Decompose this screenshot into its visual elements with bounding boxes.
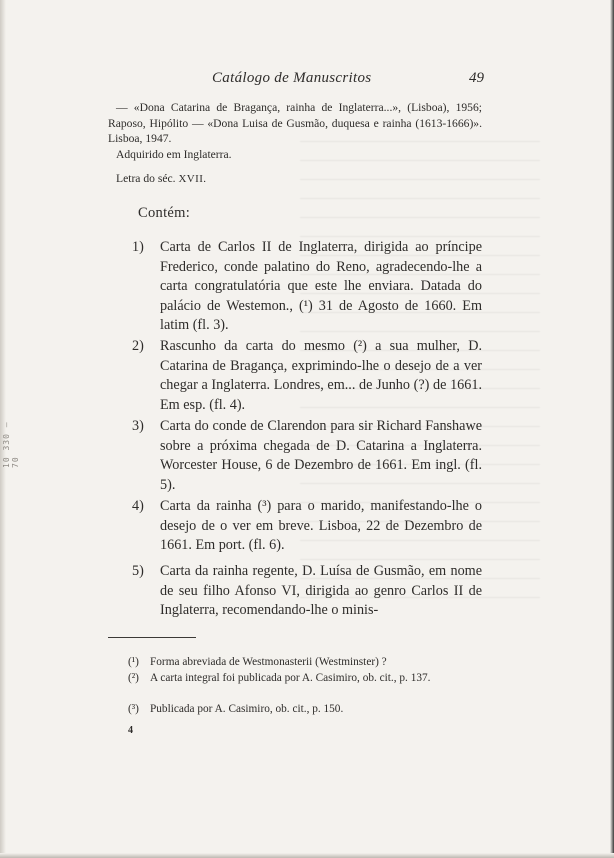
signature-mark: 4	[128, 725, 133, 736]
footnote	[108, 655, 482, 670]
item-text: Carta do conde de Clarendon para sir Richard Fanshawe sobre a próxima chegada de D. Catarina a Inglaterra. Worcester House, 6 de Dezembro de 1661. Em ingl. (fl. 5).	[160, 418, 482, 493]
letter-date-century: XVII.	[178, 173, 207, 185]
footnote-mark: (¹)	[128, 656, 139, 668]
footnote-mark: (²)	[128, 672, 139, 684]
item-number: 2)	[132, 338, 144, 354]
page-number: 49	[469, 70, 484, 86]
item-text: Carta de Carlos II de Inglaterra, dirigida ao príncipe Frederico, conde palatino do Reno, agradecendo-lhe a carta congratulatória que este lhe enviara. Datada do palácio de Westemon., (¹) 31 de Agosto de 1660. Em latim (fl. 3).	[160, 239, 482, 334]
running-header	[108, 70, 484, 90]
references-paragraph: — «Dona Catarina de Bragança, rainha de Inglaterra...», (Lisboa), 1956; Raposo, Hipólito — «Dona Luisa de Gusmão, duquesa e rainha (1613-1666)». Lisboa, 1947.	[108, 101, 482, 145]
footnote	[108, 671, 482, 686]
contents-heading: Contém:	[138, 205, 191, 221]
page-shadow-bottom	[0, 853, 614, 858]
item-number: 5)	[132, 563, 144, 579]
acquisition-note: Adquirido em Inglaterra.	[116, 148, 232, 161]
footnote-separator	[108, 637, 196, 638]
letter-date	[108, 171, 490, 188]
item-number: 1)	[132, 239, 144, 255]
footnote	[108, 702, 482, 717]
list-item	[108, 238, 482, 336]
list-item	[108, 337, 482, 415]
list-item	[108, 497, 482, 556]
footnote-text: Publicada por A. Casimiro, ob. cit., p. 150.	[150, 703, 344, 715]
item-number: 3)	[132, 418, 144, 434]
footnote-text: Forma abreviada de Westmonasterii (Westminster) ?	[150, 656, 387, 668]
footnote-mark: (³)	[128, 703, 139, 715]
letter-date-prefix: Letra do séc.	[116, 172, 179, 185]
item-text: Rascunho da carta do mesmo (²) a sua mulher, D. Catarina de Bragança, exprimindo-lhe o desejo de a ver chegar a Inglaterra. Londres, em... de Junho (?) de 1661. Em esp. (fl. 4).	[160, 338, 482, 413]
item-number: 4)	[132, 498, 144, 514]
item-text: Carta da rainha regente, D. Luísa de Gusmão, em nome de seu filho Afonso VI, dirigida ao genro Carlos II de Inglaterra, recomendando-lhe o minis-	[160, 563, 482, 619]
list-item	[108, 417, 482, 495]
footnote-text: A carta integral foi publicada por A. Casimiro, ob. cit., p. 137.	[150, 672, 431, 684]
page-edge-right	[610, 0, 614, 858]
margin-stamp: 10 330 — 70	[2, 421, 20, 468]
item-text: Carta da rainha (³) para o marido, manifestando-lhe o desejo de o ver em breve. Lisboa, 22 de Dezembro de 1661. Em port. (fl. 6).	[160, 498, 482, 554]
list-item	[108, 562, 482, 621]
running-title: Catálogo de Manuscritos	[212, 70, 372, 86]
